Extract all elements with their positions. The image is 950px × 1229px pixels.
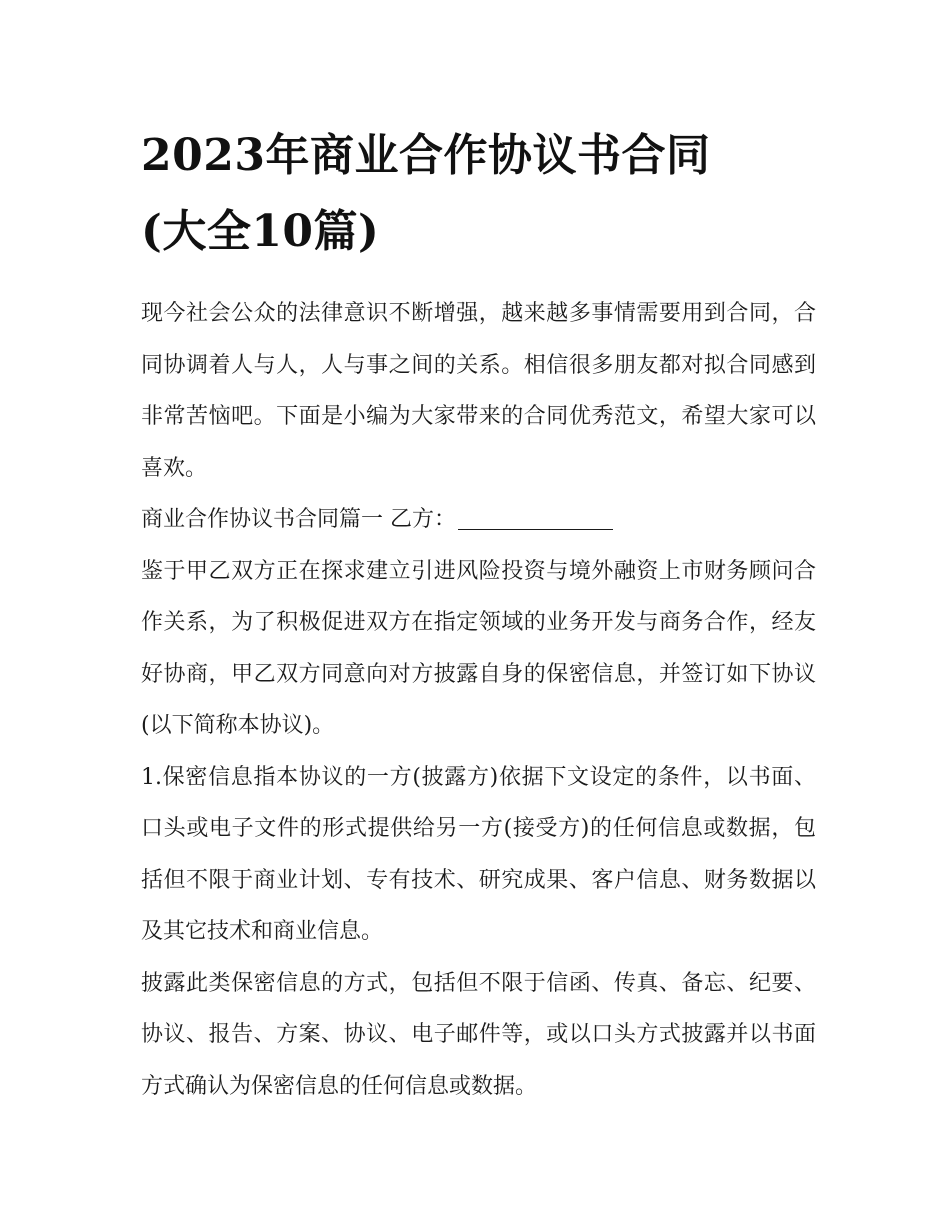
title-line-1: 2023年商业合作协议书合同 — [141, 130, 711, 181]
section-heading-text: 商业合作协议书合同篇一 乙方： — [141, 507, 456, 532]
paragraph-disclosure-methods: 披露此类保密信息的方式，包括但不限于信函、传真、备忘、纪要、协议、报告、方案、协议、电子邮件等，或以口头方式披露并以书面方式确认为保密信息的任何信息或数据。 — [141, 970, 816, 1099]
paragraph-clause-1: 1.保密信息指本协议的一方(披露方)依据下文设定的条件，以书面、口头或电子文件的形式提供给另一方(接受方)的任何信息或数据，包括但不限于商业计划、专有技术、研究成果、客户信息、财务数据以及其它技术和商业信息。 — [141, 764, 816, 944]
document-body — [141, 118, 816, 1112]
paragraph-preamble: 鉴于甲乙双方正在探求建立引进风险投资与境外融资上市财务顾问合作关系，为了积极促进双方在指定领域的业务开发与商务合作，经友好协商，甲乙双方同意向对方披露自身的保密信息，并签订如下协议(以下简称本协议)。 — [141, 558, 816, 738]
party-b-blank-line — [458, 507, 613, 530]
intro-paragraph: 现今社会公众的法律意识不断增强，越来越多事情需要用到合同，合同协调着人与人，人与事之间的关系。相信很多朋友都对拟合同感到非常苦恼吧。下面是小编为大家带来的合同优秀范文，希望大家可以喜欢。 — [141, 301, 816, 481]
section-heading — [141, 494, 816, 546]
document-title — [141, 118, 816, 270]
title-line-2: (大全10篇) — [141, 206, 380, 257]
